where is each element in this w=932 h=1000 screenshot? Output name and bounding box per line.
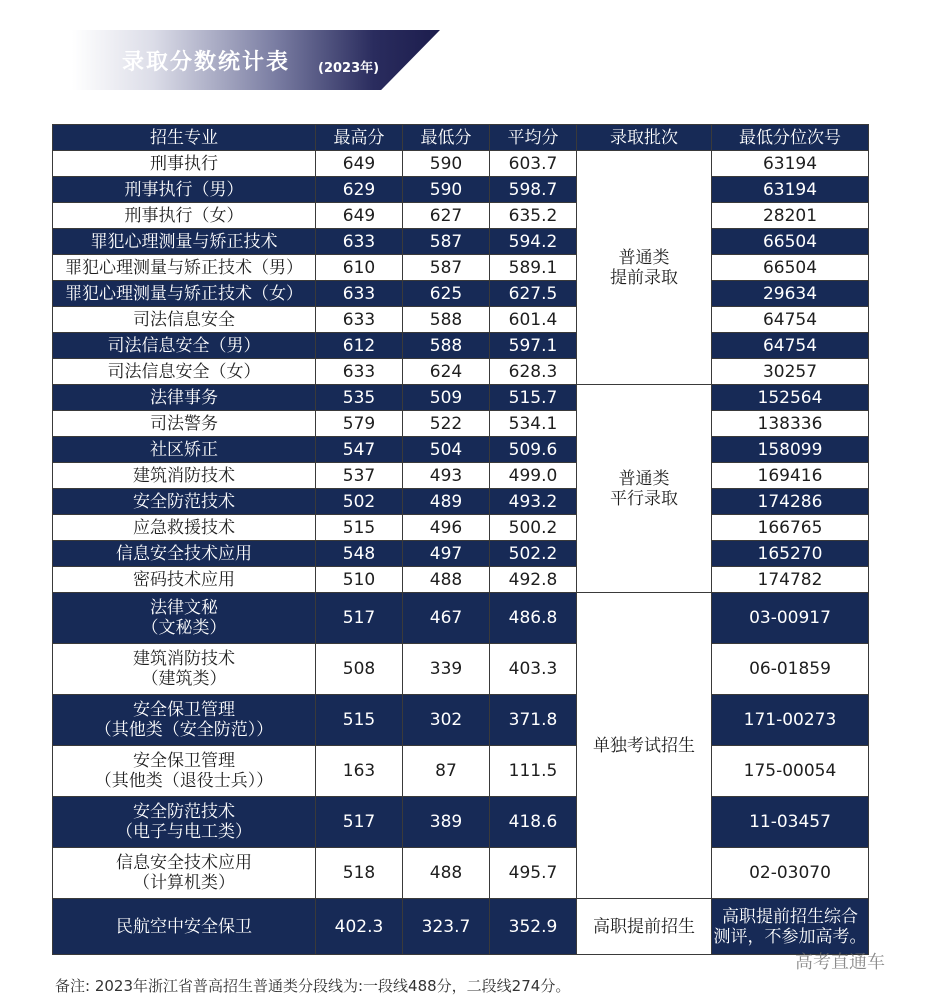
- max-score-cell: 649: [316, 151, 403, 177]
- avg-score-cell: 628.3: [490, 359, 577, 385]
- avg-score-cell: 486.8: [490, 593, 577, 644]
- major-cell: 建筑消防技术: [53, 463, 316, 489]
- min-score-cell: 497: [403, 541, 490, 567]
- max-score-cell: 548: [316, 541, 403, 567]
- major-cell: 安全保卫管理 （其他类（退役士兵））: [53, 746, 316, 797]
- table-row: [53, 177, 869, 203]
- table-row: [53, 797, 869, 848]
- min-rank-cell: 高职提前招生综合 测评，不参加高考。: [712, 899, 869, 955]
- page-title: 录取分数统计表: [122, 50, 291, 75]
- max-score-cell: 612: [316, 333, 403, 359]
- min-rank-cell: 64754: [712, 307, 869, 333]
- max-score-cell: 402.3: [316, 899, 403, 955]
- max-score-cell: 547: [316, 437, 403, 463]
- batch-cell: 高职提前招生: [577, 899, 712, 955]
- major-cell: 司法信息安全: [53, 307, 316, 333]
- min-score-cell: 87: [403, 746, 490, 797]
- avg-score-cell: 515.7: [490, 385, 577, 411]
- min-score-cell: 587: [403, 229, 490, 255]
- max-score-cell: 610: [316, 255, 403, 281]
- table-row: [53, 644, 869, 695]
- table-row: [53, 203, 869, 229]
- batch-cell: 普通类 平行录取: [577, 385, 712, 593]
- min-rank-cell: 66504: [712, 255, 869, 281]
- min-rank-cell: 30257: [712, 359, 869, 385]
- avg-score-cell: 598.7: [490, 177, 577, 203]
- avg-score-cell: 493.2: [490, 489, 577, 515]
- min-rank-cell: 06-01859: [712, 644, 869, 695]
- max-score-cell: 517: [316, 797, 403, 848]
- header-max-score: 最高分: [316, 125, 403, 151]
- min-rank-cell: 171-00273: [712, 695, 869, 746]
- avg-score-cell: 500.2: [490, 515, 577, 541]
- min-rank-cell: 174782: [712, 567, 869, 593]
- batch-cell: 单独考试招生: [577, 593, 712, 899]
- min-rank-cell: 166765: [712, 515, 869, 541]
- min-score-cell: 496: [403, 515, 490, 541]
- min-rank-cell: 11-03457: [712, 797, 869, 848]
- min-rank-cell: 03-00917: [712, 593, 869, 644]
- min-score-cell: 488: [403, 848, 490, 899]
- avg-score-cell: 589.1: [490, 255, 577, 281]
- major-cell: 罪犯心理测量与矫正技术（男）: [53, 255, 316, 281]
- avg-score-cell: 499.0: [490, 463, 577, 489]
- table-row: [53, 567, 869, 593]
- major-cell: 民航空中安全保卫: [53, 899, 316, 955]
- min-score-cell: 588: [403, 307, 490, 333]
- page-year: (2023年): [318, 61, 380, 76]
- major-cell: 罪犯心理测量与矫正技术: [53, 229, 316, 255]
- min-score-cell: 339: [403, 644, 490, 695]
- major-cell: 信息安全技术应用 （计算机类）: [53, 848, 316, 899]
- avg-score-cell: 492.8: [490, 567, 577, 593]
- min-rank-cell: 169416: [712, 463, 869, 489]
- avg-score-cell: 403.3: [490, 644, 577, 695]
- min-score-cell: 302: [403, 695, 490, 746]
- min-rank-cell: 28201: [712, 203, 869, 229]
- major-cell: 密码技术应用: [53, 567, 316, 593]
- max-score-cell: 633: [316, 359, 403, 385]
- batch-cell: 普通类 提前录取: [577, 151, 712, 385]
- min-rank-cell: 138336: [712, 411, 869, 437]
- avg-score-cell: 111.5: [490, 746, 577, 797]
- min-rank-cell: 63194: [712, 177, 869, 203]
- min-rank-cell: 158099: [712, 437, 869, 463]
- major-cell: 安全防范技术: [53, 489, 316, 515]
- min-score-cell: 624: [403, 359, 490, 385]
- min-rank-cell: 165270: [712, 541, 869, 567]
- table-row: [53, 899, 869, 955]
- min-score-cell: 625: [403, 281, 490, 307]
- table-row: [53, 463, 869, 489]
- table-row: [53, 151, 869, 177]
- table-row: [53, 333, 869, 359]
- min-rank-cell: 29634: [712, 281, 869, 307]
- major-cell: 信息安全技术应用: [53, 541, 316, 567]
- max-score-cell: 535: [316, 385, 403, 411]
- table-row: [53, 541, 869, 567]
- table-row: [53, 359, 869, 385]
- table-body: [53, 151, 869, 955]
- major-cell: 司法信息安全（男）: [53, 333, 316, 359]
- admission-score-table: [52, 124, 869, 955]
- table-row: [53, 437, 869, 463]
- header-avg-score: 平均分: [490, 125, 577, 151]
- min-score-cell: 627: [403, 203, 490, 229]
- table-row: [53, 229, 869, 255]
- min-rank-cell: 64754: [712, 333, 869, 359]
- max-score-cell: 502: [316, 489, 403, 515]
- max-score-cell: 510: [316, 567, 403, 593]
- max-score-cell: 508: [316, 644, 403, 695]
- table-row: [53, 848, 869, 899]
- header-min-rank: 最低分位次号: [712, 125, 869, 151]
- table-row: [53, 489, 869, 515]
- major-cell: 安全防范技术 （电子与电工类）: [53, 797, 316, 848]
- table-row: [53, 307, 869, 333]
- min-rank-cell: 174286: [712, 489, 869, 515]
- watermark: 高考直通车: [795, 952, 885, 973]
- min-score-cell: 504: [403, 437, 490, 463]
- avg-score-cell: 627.5: [490, 281, 577, 307]
- min-score-cell: 509: [403, 385, 490, 411]
- major-cell: 司法警务: [53, 411, 316, 437]
- min-score-cell: 488: [403, 567, 490, 593]
- avg-score-cell: 418.6: [490, 797, 577, 848]
- major-cell: 法律事务: [53, 385, 316, 411]
- min-score-cell: 467: [403, 593, 490, 644]
- avg-score-cell: 603.7: [490, 151, 577, 177]
- major-cell: 安全保卫管理 （其他类（安全防范））: [53, 695, 316, 746]
- min-rank-cell: 175-00054: [712, 746, 869, 797]
- table-row: [53, 281, 869, 307]
- min-rank-cell: 63194: [712, 151, 869, 177]
- max-score-cell: 633: [316, 281, 403, 307]
- footnote: 备注: 2023年浙江省普高招生普通类分段线为:一段线488分，二段线274分。: [55, 977, 571, 995]
- min-score-cell: 323.7: [403, 899, 490, 955]
- min-score-cell: 522: [403, 411, 490, 437]
- avg-score-cell: 509.6: [490, 437, 577, 463]
- avg-score-cell: 534.1: [490, 411, 577, 437]
- table-row: [53, 746, 869, 797]
- max-score-cell: 633: [316, 229, 403, 255]
- major-cell: 建筑消防技术 （建筑类）: [53, 644, 316, 695]
- avg-score-cell: 352.9: [490, 899, 577, 955]
- avg-score-cell: 597.1: [490, 333, 577, 359]
- table-row: [53, 515, 869, 541]
- table-row: [53, 695, 869, 746]
- max-score-cell: 633: [316, 307, 403, 333]
- max-score-cell: 579: [316, 411, 403, 437]
- min-rank-cell: 152564: [712, 385, 869, 411]
- avg-score-cell: 502.2: [490, 541, 577, 567]
- major-cell: 社区矫正: [53, 437, 316, 463]
- major-cell: 司法信息安全（女）: [53, 359, 316, 385]
- avg-score-cell: 495.7: [490, 848, 577, 899]
- max-score-cell: 518: [316, 848, 403, 899]
- max-score-cell: 649: [316, 203, 403, 229]
- max-score-cell: 163: [316, 746, 403, 797]
- major-cell: 刑事执行（女）: [53, 203, 316, 229]
- min-rank-cell: 66504: [712, 229, 869, 255]
- max-score-cell: 517: [316, 593, 403, 644]
- min-rank-cell: 02-03070: [712, 848, 869, 899]
- avg-score-cell: 601.4: [490, 307, 577, 333]
- min-score-cell: 493: [403, 463, 490, 489]
- table-row: [53, 255, 869, 281]
- avg-score-cell: 594.2: [490, 229, 577, 255]
- min-score-cell: 587: [403, 255, 490, 281]
- table-header-row: [53, 125, 869, 151]
- table-row: [53, 385, 869, 411]
- min-score-cell: 588: [403, 333, 490, 359]
- major-cell: 罪犯心理测量与矫正技术（女）: [53, 281, 316, 307]
- major-cell: 法律文秘 （文秘类）: [53, 593, 316, 644]
- min-score-cell: 489: [403, 489, 490, 515]
- avg-score-cell: 635.2: [490, 203, 577, 229]
- min-score-cell: 590: [403, 177, 490, 203]
- max-score-cell: 515: [316, 515, 403, 541]
- header-min-score: 最低分: [403, 125, 490, 151]
- major-cell: 刑事执行: [53, 151, 316, 177]
- header-major: 招生专业: [53, 125, 316, 151]
- max-score-cell: 537: [316, 463, 403, 489]
- table-row: [53, 411, 869, 437]
- avg-score-cell: 371.8: [490, 695, 577, 746]
- max-score-cell: 629: [316, 177, 403, 203]
- min-score-cell: 590: [403, 151, 490, 177]
- major-cell: 刑事执行（男）: [53, 177, 316, 203]
- header-batch: 录取批次: [577, 125, 712, 151]
- min-score-cell: 389: [403, 797, 490, 848]
- major-cell: 应急救援技术: [53, 515, 316, 541]
- max-score-cell: 515: [316, 695, 403, 746]
- table-row: [53, 593, 869, 644]
